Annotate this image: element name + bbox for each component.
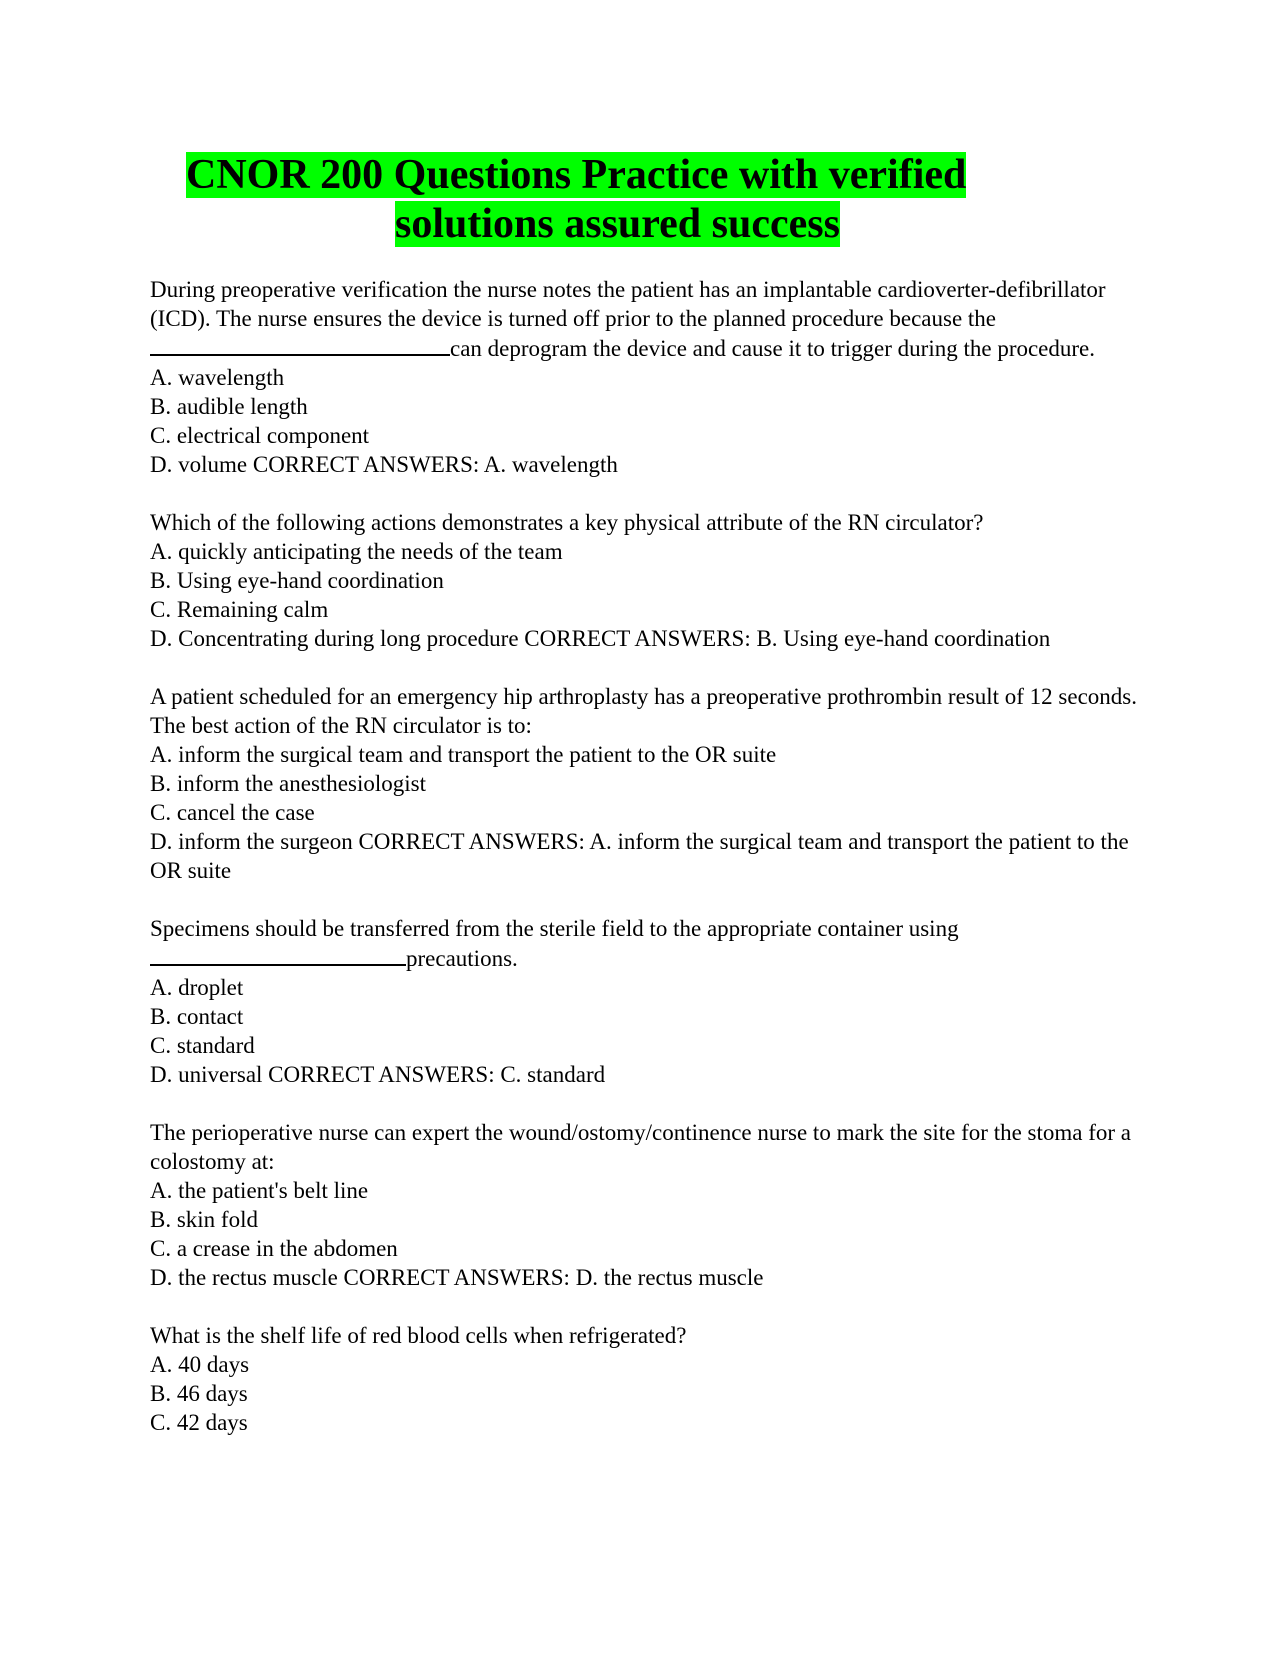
option-a: A. wavelength bbox=[150, 365, 285, 390]
document-title-line-1 bbox=[186, 150, 966, 200]
option-b: B. skin fold bbox=[150, 1207, 258, 1232]
option-c: C. standard bbox=[150, 1033, 255, 1058]
option-c: C. 42 days bbox=[150, 1410, 248, 1435]
option-d-with-answer: D. Concentrating during long procedure CORRECT ANSWERS: B. Using eye-hand coordination bbox=[150, 626, 1051, 651]
question-3 bbox=[150, 682, 1150, 885]
question-stem-continued: precautions. bbox=[150, 943, 1150, 973]
option-c: C. a crease in the abdomen bbox=[150, 1236, 398, 1261]
option-d-with-answer: D. the rectus muscle CORRECT ANSWERS: D. the rectus muscle bbox=[150, 1265, 764, 1290]
option-a: A. 40 days bbox=[150, 1352, 250, 1377]
option-b: B. Using eye-hand coordination bbox=[150, 568, 444, 593]
question-stem: During preoperative verification the nurse notes the patient has an implantable cardioverter-defibrillator (ICD). The nurse ensures the device is turned off prior to the planned procedure because thecan deprogram the device and cause it to trigger during the procedure. bbox=[150, 277, 1106, 361]
fill-in-blank bbox=[150, 333, 450, 356]
question-stem: The perioperative nurse can expert the wound/ostomy/continence nurse to mark the site for the stoma for a colostomy at: bbox=[150, 1120, 1132, 1174]
document-title-line-2 bbox=[395, 199, 840, 249]
option-c: C. electrical component bbox=[150, 423, 370, 448]
question-6 bbox=[150, 1321, 1150, 1437]
option-d-with-answer: D. universal CORRECT ANSWERS: C. standard bbox=[150, 1062, 606, 1087]
option-c: C. cancel the case bbox=[150, 800, 315, 825]
option-b: B. inform the anesthesiologist bbox=[150, 771, 426, 796]
question-1 bbox=[150, 275, 1150, 479]
question-stem: What is the shelf life of red blood cells when refrigerated? bbox=[150, 1323, 687, 1348]
option-b: B. audible length bbox=[150, 394, 308, 419]
option-b: B. 46 days bbox=[150, 1381, 248, 1406]
option-d-with-answer: D. volume CORRECT ANSWERS: A. wavelength bbox=[150, 452, 618, 477]
option-a: A. inform the surgical team and transport the patient to the OR suite bbox=[150, 742, 777, 767]
question-5 bbox=[150, 1118, 1150, 1292]
question-stem: A patient scheduled for an emergency hip arthroplasty has a preoperative prothrombin result of 12 seconds. The best action of the RN circulator is to: bbox=[150, 684, 1138, 738]
title-highlight-1: CNOR 200 Questions Practice with verified bbox=[186, 152, 967, 198]
question-2 bbox=[150, 508, 1150, 653]
question-stem: Specimens should be transferred from the sterile field to the appropriate container using bbox=[150, 916, 959, 941]
question-4 bbox=[150, 914, 1150, 1089]
option-b: B. contact bbox=[150, 1004, 244, 1029]
option-a: A. droplet bbox=[150, 975, 244, 1000]
option-a: A. quickly anticipating the needs of the team bbox=[150, 539, 563, 564]
option-a: A. the patient's belt line bbox=[150, 1178, 369, 1203]
title-highlight-2: solutions assured success bbox=[395, 201, 840, 247]
question-list bbox=[150, 275, 1150, 1466]
option-c: C. Remaining calm bbox=[150, 597, 329, 622]
question-stem: Which of the following actions demonstrates a key physical attribute of the RN circulator? bbox=[150, 510, 984, 535]
fill-in-blank bbox=[150, 943, 406, 966]
option-d-with-answer: D. inform the surgeon CORRECT ANSWERS: A. inform the surgical team and transport the patient to the OR suite bbox=[150, 829, 1129, 883]
